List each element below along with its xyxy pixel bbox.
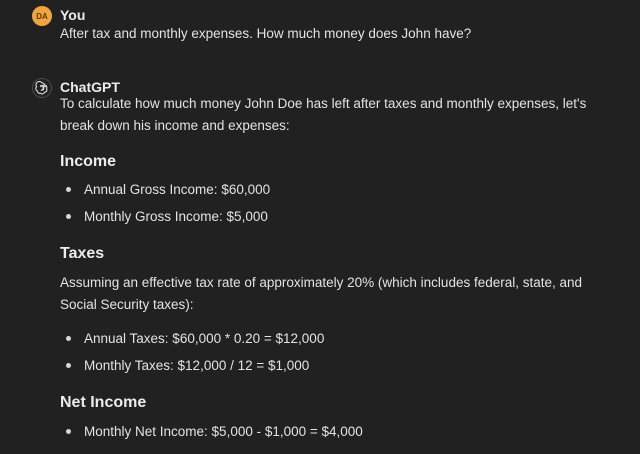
list-item-text: Monthly Taxes: $12,000 / 12 = $1,000: [84, 358, 310, 373]
list-item-text: Annual Taxes: $60,000 * 0.20 = $12,000: [84, 331, 325, 346]
bullet-dot: [66, 363, 71, 368]
section-heading-net-income: Net Income: [60, 394, 147, 411]
taxes-paragraph: Assuming an effective tax rate of approximately 20% (which includes federal, state, and Social Security taxes):: [60, 275, 583, 312]
bullet-dot: [66, 429, 71, 434]
list-item-text: Monthly Gross Income: $5,000: [84, 209, 268, 224]
list-item-text: Annual Gross Income: $60,000: [84, 182, 271, 197]
bullet-dot: [66, 214, 71, 219]
user-message: [32, 6, 622, 46]
user-name: You: [60, 7, 86, 23]
section-heading-income: Income: [60, 153, 117, 170]
assistant-intro: To calculate how much money John Doe has left after taxes and monthly expenses, let's break down his income and expenses:: [60, 96, 587, 133]
bullet-dot: [66, 187, 71, 192]
assistant-message: [32, 78, 622, 454]
bullet-dot: [66, 336, 71, 341]
openai-knot-icon: [35, 81, 49, 95]
chatgpt-logo-icon: [32, 78, 52, 98]
list-item-text: Monthly Net Income: $5,000 - $1,000 = $4,000: [84, 424, 363, 439]
section-heading-taxes: Taxes: [60, 245, 105, 262]
user-message-text: After tax and monthly expenses. How much money does John have?: [60, 26, 472, 41]
user-avatar[interactable]: DA: [32, 6, 52, 26]
assistant-name: ChatGPT: [60, 79, 120, 95]
